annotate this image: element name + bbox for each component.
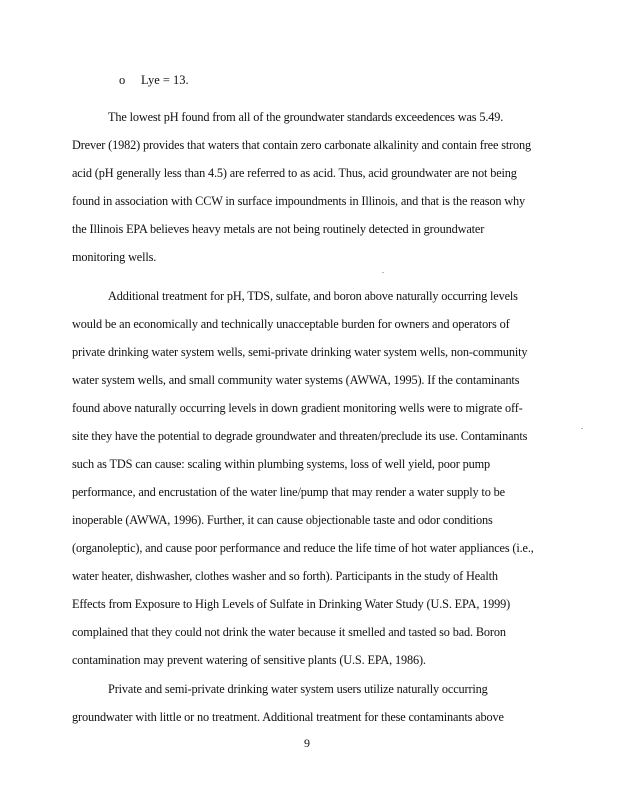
paragraph-2-line-11: water heater, dishwasher, clothes washer and so forth). Participants in the study of Health <box>72 569 498 583</box>
bullet-text: Lye = 13. <box>141 73 189 87</box>
bullet-item-lye <box>119 73 189 88</box>
paragraph-2-line-6: site they have the potential to degrade groundwater and threaten/preclude its use. Contaminants <box>72 429 528 443</box>
paragraph-2-line-4: water system wells, and small community water systems (AWWA, 1995). If the contaminants <box>72 373 520 387</box>
paragraph-1-line-5: the Illinois EPA believes heavy metals are not being routinely detected in groundwater <box>72 222 485 236</box>
paragraph-2-line-1: Additional treatment for pH, TDS, sulfate, and boron above naturally occurring levels <box>108 289 518 303</box>
paragraph-2-line-10: (organoleptic), and cause poor performance and reduce the life time of hot water appliances (i.e., <box>72 541 534 555</box>
paragraph-2-line-3: private drinking water system wells, semi-private drinking water system wells, non-community <box>72 345 528 359</box>
paragraph-1-line-3: acid (pH generally less than 4.5) are referred to as acid. Thus, acid groundwater are not being <box>72 166 517 180</box>
paragraph-2-line-13: complained that they could not drink the water because it smelled and tasted so bad. Boron <box>72 625 506 639</box>
paragraph-2-line-14: contamination may prevent watering of sensitive plants (U.S. EPA, 1986). <box>72 653 426 667</box>
bullet-marker: o <box>119 73 126 87</box>
page-number: 9 <box>304 736 310 750</box>
scan-speck: . <box>382 266 384 275</box>
paragraph-1-line-1: The lowest pH found from all of the groundwater standards exceedences was 5.49. <box>108 110 504 124</box>
paragraph-2-line-7: such as TDS can cause: scaling within plumbing systems, loss of well yield, poor pump <box>72 457 491 471</box>
paragraph-1-line-4: found in association with CCW in surface impoundments in Illinois, and that is the reason why <box>72 194 526 208</box>
paragraph-3-line-1: Private and semi-private drinking water system users utilize naturally occurring <box>108 682 488 696</box>
paragraph-1-line-6: monitoring wells. <box>72 250 157 264</box>
paragraph-2-line-8: performance, and encrustation of the water line/pump that may render a water supply to be <box>72 485 505 499</box>
paragraph-2-line-12: Effects from Exposure to High Levels of Sulfate in Drinking Water Study (U.S. EPA, 1999) <box>72 597 511 611</box>
paragraph-3-line-2: groundwater with little or no treatment. Additional treatment for these contaminants above <box>72 710 504 724</box>
paragraph-2-line-2: would be an economically and technically unacceptable burden for owners and operators of <box>72 317 510 331</box>
paragraph-2-line-9: inoperable (AWWA, 1996). Further, it can cause objectionable taste and odor conditions <box>72 513 493 527</box>
paragraph-2-line-5: found above naturally occurring levels in down gradient monitoring wells were to migrate off- <box>72 401 523 415</box>
paragraph-1-line-2: Drever (1982) provides that waters that contain zero carbonate alkalinity and contain free strong <box>72 138 532 152</box>
scan-speck: . <box>581 422 583 431</box>
